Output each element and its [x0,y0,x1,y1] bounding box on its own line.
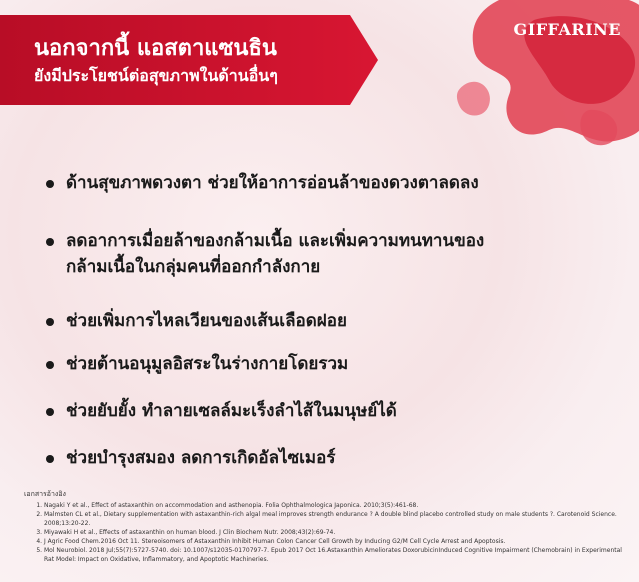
bullet-dot-icon [46,361,54,369]
benefit-item-circulation: ช่วยเพิ่มการไหลเวียนของเส้นเลือดฝอย [44,308,347,334]
banner-title: นอกจากนี้ แอสตาแซนธิน [34,36,277,61]
benefit-item-brain: ช่วยบำรุงสมอง ลดการเกิดอัลไซเมอร์ [44,445,335,471]
benefit-item-antioxidant: ช่วยต้านอนุมูลอิสระในร่างกายโดยรวม [44,351,348,377]
references-heading: เอกสารอ้างอิง [24,490,66,498]
bullet-dot-icon [46,318,54,326]
giffarine-logo: GIFFARINE [513,20,621,39]
bullet-dot-icon [46,455,54,463]
bullet-dot-icon [46,238,54,246]
reference-item: 3. Miyawaki H et al., Effects of astaxanthin on human blood. J Clin Biochem Nutr. 2008;43(2):69-74. [44,528,624,537]
benefit-item-muscle: ลดอาการเมื่อยล้าของกล้ามเนื้อ และเพิ่มความทนทานของ กล้ามเนื้อในกลุ่มคนที่ออกกำลังกาย [44,228,484,280]
benefit-item-cancer: ช่วยยับยั้ง ทำลายเซลล์มะเร็งลำไส้ในมนุษย์ได้ [44,398,397,424]
reference-item: 1. Nagaki Y et al., Effect of astaxanthin on accommodation and asthenopia. Folia Ophthalmologica Japonica. 2010;3(5):461-68. [44,501,624,510]
reference-item: 4. J Agric Food Chem.2016 Oct 11. Stereoisomers of Astaxanthin Inhibit Human Colon Cancer Cell Growth by Inducing G2/M Cell Cycle Arrest and Apoptosis. [44,537,624,546]
banner-subtitle: ยังมีประโยชน์ต่อสุขภาพในด้านอื่นๆ [34,66,278,85]
benefit-item-eye: ด้านสุขภาพดวงตา ช่วยให้อาการอ่อนล้าของดวงตาลดลง [44,170,479,196]
bullet-dot-icon [46,180,54,188]
bullet-dot-icon [46,408,54,416]
title-banner [0,15,380,105]
references [24,490,624,564]
reference-item: 2. Malmsten CL et al., Dietary supplementation with astaxanthin-rich algal meal improves strength endurance ? A double blind placebo controlled study on male students ?. Carotenoid Science. 2008;13:20-22. [44,510,624,528]
references-list [24,501,624,564]
reference-item: 5. Mol Neurobiol. 2018 Jul;55(7):5727-5740. doi: 10.1007/s12035-0170797-7. Epub 2017 Oct 16.Astaxanthin Ameliorates DoxorubicinInduced Cognitive Impairment (Chemobrain) in Experimental Rat Model: Impact on Oxidative, Inflammatory, and Apoptotic Machineries. [44,546,624,564]
